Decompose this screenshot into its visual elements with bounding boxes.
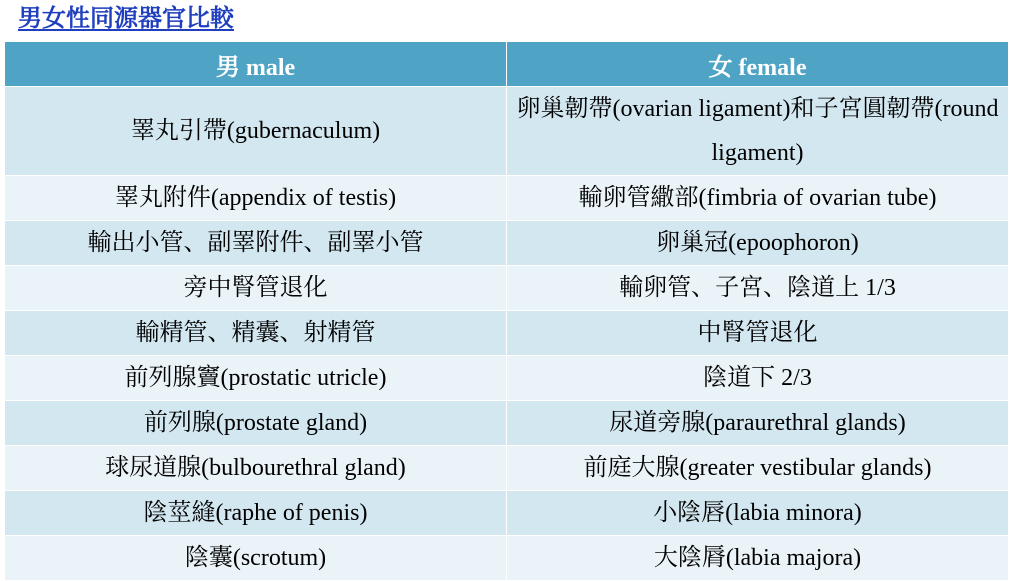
female-cell: 小陰唇(labia minora)	[507, 491, 1009, 536]
page-title: 男女性同源器官比較	[18, 6, 234, 32]
table-row	[5, 401, 1009, 446]
male-cell: 陰莖縫(raphe of penis)	[5, 491, 507, 536]
female-cell: 尿道旁腺(paraurethral glands)	[507, 401, 1009, 446]
male-cell: 輸出小管、副睪附件、副睪小管	[5, 221, 507, 266]
female-cell: 輸卵管、子宮、陰道上 1/3	[507, 266, 1009, 311]
female-cell: 陰道下 2/3	[507, 356, 1009, 401]
table-row	[5, 356, 1009, 401]
comparison-table	[4, 41, 1009, 581]
column-header-male: 男 male	[5, 42, 507, 87]
female-cell: 卵巢韌帶(ovarian ligament)和子宮圓韌帶(round ligament)	[507, 87, 1009, 176]
table-row	[5, 87, 1009, 176]
male-cell: 球尿道腺(bulbourethral gland)	[5, 446, 507, 491]
table-row	[5, 536, 1009, 581]
male-cell: 陰囊(scrotum)	[5, 536, 507, 581]
female-cell: 大陰脣(labia majora)	[507, 536, 1009, 581]
male-cell: 睪丸附件(appendix of testis)	[5, 176, 507, 221]
male-cell: 前列腺竇(prostatic utricle)	[5, 356, 507, 401]
table-row	[5, 176, 1009, 221]
male-cell: 輸精管、精囊、射精管	[5, 311, 507, 356]
column-header-female: 女 female	[507, 42, 1009, 87]
table-row	[5, 311, 1009, 356]
table-row	[5, 446, 1009, 491]
female-cell: 前庭大腺(greater vestibular glands)	[507, 446, 1009, 491]
table-row	[5, 266, 1009, 311]
male-cell: 旁中腎管退化	[5, 266, 507, 311]
table-row	[5, 491, 1009, 536]
table-row	[5, 221, 1009, 266]
female-cell: 中腎管退化	[507, 311, 1009, 356]
table-header-row	[5, 42, 1009, 87]
male-cell: 睪丸引帶(gubernaculum)	[5, 87, 507, 176]
female-cell: 輸卵管繖部(fimbria of ovarian tube)	[507, 176, 1009, 221]
male-cell: 前列腺(prostate gland)	[5, 401, 507, 446]
female-cell: 卵巢冠(epoophoron)	[507, 221, 1009, 266]
